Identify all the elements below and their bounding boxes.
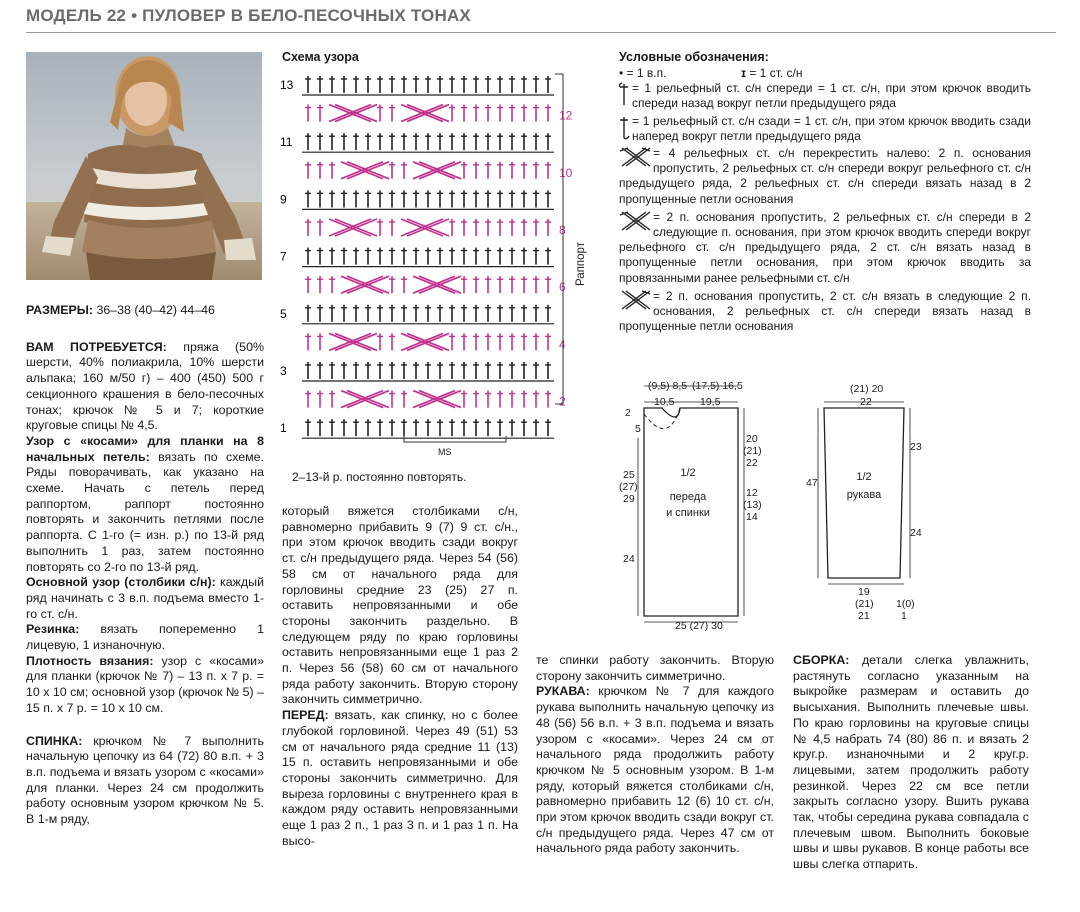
scheme-note: 2–13-й р. постоянно повторять.: [292, 470, 467, 484]
scheme-title: Схема узора: [282, 50, 359, 64]
chart-row-3: [302, 362, 554, 381]
sleeve-bottom-4: 1(0): [896, 598, 915, 610]
body-top-right2: 19,5: [700, 396, 721, 408]
body-left-3: 29: [623, 493, 635, 505]
assembly-label: СБОРКА:: [793, 653, 850, 667]
row-label-1: 1: [280, 421, 287, 436]
body-right-3: 22: [746, 457, 758, 469]
sleeve-right-top: 23: [910, 441, 922, 453]
density-label: Плотность вязания:: [26, 653, 154, 668]
sleeve-bottom-1: 19: [858, 586, 870, 598]
cross4-icon: [619, 146, 651, 172]
sizes-text: 36–38 (40–42) 44–46: [93, 303, 215, 317]
title-divider: [26, 32, 1056, 33]
body-right-4: 12: [746, 487, 758, 499]
row-label-7: 7: [280, 249, 287, 264]
column-left: [26, 303, 264, 828]
braid-pattern-text: вязать по схеме. Ряды поворачивать, как указано на схеме. Начать с петель перед раппортом, раппорт постоянно повторять и закончить петлями после раппорта. С 1-го (= изн. р.) по 13-й ряд выполнить 1 раз, затем постоянно повторять со 2-го по 13-й ряд.: [26, 449, 264, 574]
assembly-text: детали слегка увлажнить, растянуть согласно указанным на выкройке размерам и оставить до высыхания. Выполнить плечевые швы. По краю горловины на круговые спицы № 4,5 набрать 74 (80) 86 п. и вязать 2 круг.р. изнаночными и 2 круг.р. лицевыми, затем продолжить работу резинкой. Через 22 см все петли закрыть согласно узору. Вшить рукава так, чтобы середина рукава совпадала с плечевым швом. Выполнить боковые швы и швы рукавов. В конце работы все швы слегка отпарить.: [793, 653, 1029, 872]
chart-row-8: [305, 219, 551, 236]
sleeve-top-2: 22: [860, 396, 872, 408]
body-neck-5: 5: [635, 423, 641, 435]
row-label-4: 4: [559, 337, 566, 352]
body-left-1: 25: [623, 469, 635, 481]
body-caption-2: переда: [669, 491, 707, 503]
column-third: [536, 653, 774, 857]
legend: [619, 50, 1031, 334]
sleeve-bottom-2: (21): [855, 598, 874, 610]
rib-text: вязать попеременно 1 лицевую, 1 изнаночную.: [26, 622, 264, 653]
legend-title: Условные обозначения:: [619, 50, 769, 64]
body-pattern-diagram: [618, 378, 778, 634]
sleeve-pattern-diagram: [806, 378, 946, 634]
legend-bpdc: = 1 рельефный ст. с/н сзади = 1 ст. с/н, при этом крючок вводить сзади наперед вокруг петли предыдущего ряда: [632, 113, 1031, 143]
body-right-6: 14: [746, 511, 758, 523]
body-right-2: (21): [743, 445, 762, 457]
chart-row-2: [305, 391, 551, 408]
legend-chain: = 1 в.п.: [626, 66, 667, 81]
chain-icon: •: [619, 66, 624, 81]
column-middle: [282, 504, 518, 849]
main-pattern-text: каждый ряд начинать с 3 в.п. подъема вместо 1-го ст. с/н.: [26, 575, 264, 621]
rapport-bracket: [555, 74, 563, 404]
ms-bracket: [404, 436, 506, 442]
rib-label: Резинка:: [26, 622, 80, 637]
chart-row-11: [302, 133, 554, 152]
cross-b-icon: [619, 289, 651, 315]
body-left-24: 24: [623, 553, 635, 565]
row-label-2: 2: [559, 394, 566, 409]
body-left-2: (27): [619, 481, 638, 493]
main-pattern-label: Основной узор (столбики с/н):: [26, 575, 216, 590]
stitch-chart: [276, 66, 606, 470]
materials-text: пряжа (50% шерсти, 40% полиакрила, 10% шерсти альпака; 160 м/50 г) – 400 (450) 500 г секционного крашения в бело-песочных тонах; крючок № 5 и 7; короткие круговые спицы № 4,5.: [26, 339, 264, 433]
body-top-left: (9,5) 8,5: [648, 380, 688, 392]
chart-row-10: [305, 162, 551, 179]
sizes-label: РАЗМЕРЫ:: [26, 303, 93, 317]
legend-dc: = 1 ст. с/н: [749, 66, 803, 81]
back-text: крючком № 7 выполнить начальную цепочку из 64 (72) 80 в.п. + 3 в.п. подъема и вязать узором с «косами» для планки. Через 24 см продолжить работу основным узором крючком № 5. В 1-м ряду,: [26, 733, 264, 827]
sleeve-left: 47: [806, 477, 818, 489]
front-text: вязать, как спинку, но с более глубокой горловиной. Через 49 (51) 53 см от начального ряда средние 11 (13) 15 п. оставить непровязанными и обе стороны закончить симметрично. Для выреза горловины с внутреннего края в каждом ряду оставить непровязанными еще 1 раз 2 п., 1 раз 3 п. и 1 раз 1 п. На высо-: [282, 708, 518, 848]
front-continued-text: те спинки работу закончить. Вторую сторону закончить симметрично.: [536, 653, 774, 683]
sleeve-caption-1: 1/2: [856, 471, 872, 483]
body-top-right: (17,5) 16,5: [692, 380, 743, 392]
bpdc-icon: [619, 114, 630, 144]
chart-row-13: [302, 76, 554, 95]
chart-row-7: [302, 248, 554, 267]
dc-icon: ɪ: [741, 66, 746, 81]
body-caption-3: и спинки: [666, 507, 710, 519]
sleeve-bottom-5: 1: [901, 610, 907, 622]
braid-pattern-label: Узор с «косами» для планки на 8 начальных петель:: [26, 433, 264, 464]
legend-fpdc: = 1 рельефный ст. с/н спереди = 1 ст. с/н, при этом крючок вводить спереди назад вокруг петли предыдущего ряда: [632, 81, 1031, 111]
row-label-8: 8: [559, 223, 566, 237]
legend-cross-a: = 2 п. основания пропустить, 2 рельефных ст. с/н спереди в 2 следующие п. основания, при этом крючок вводить спереди вокруг рельефного ст. с/н предыдущего ряда, 2 ст. с/н вязать назад в пропущенные петли основания, при этом крючок вводить за провязанными ранее рельефными ст. с/н: [619, 209, 1031, 285]
row-label-3: 3: [280, 364, 287, 378]
page-title: МОДЕЛЬ 22 • ПУЛОВЕР В БЕЛО-ПЕСОЧНЫХ ТОНАХ: [26, 6, 471, 25]
chart-row-4: [305, 333, 551, 350]
chart-row-5: [302, 305, 554, 324]
density-text: узор с «косами» для планки (крючок № 7) – 13 п. х 7 р. = 10 х 10 см; основной узор (крючок № 5) – 15 п. х 7 р. = 10 х 10 см.: [26, 653, 264, 715]
row-label-12: 12: [559, 108, 573, 123]
body-bottom: 25 (27) 30: [675, 620, 723, 632]
chart-row-9: [302, 190, 554, 209]
sleeve-top-1: (21) 20: [850, 383, 884, 395]
row-label-5: 5: [280, 306, 287, 321]
row-label-10: 10: [559, 165, 573, 180]
row-label-9: 9: [280, 192, 287, 207]
body-right-1: 20: [746, 433, 758, 445]
materials-label: ВАМ ПОТРЕБУЕТСЯ:: [26, 339, 167, 354]
model-photo: [26, 52, 262, 280]
legend-cross-b: = 2 п. основания пропустить, 2 ст. с/н вязать в следующие 2 п. основания, 2 рельефных ст. с/н спереди вязать назад в пропущенные петли основания: [619, 288, 1031, 334]
back-continued-text: который вяжется столбиками с/н, равномерно прибавить 9 (7) 9 ст. с/н., при этом крючок вводить сзади вокруг ст. с/н предыдущего ряда. Через 54 (56) 58 см от начального ряда для горловины средние 23 (25) 27 п. оставить непровязанными и обе стороны закончить раздельно. В следующем ряду по краю горловины оставить непровязанными еще 1 раз 2 п. Через 56 (58) 60 см от начального ряда работу закончить. Вторую сторону закончить симметрично.: [282, 504, 518, 707]
cross-a-icon: [619, 210, 651, 236]
sleeves-text: крючком № 7 для каждого рукава выполнить начальную цепочку из 48 (56) 56 в.п. + 3 в.п. подъема и вязать узором с «косами». Через 24 см от начального ряда продолжить работу крючком № 5 основным узором. В 1-м ряду, который вяжется столбиками с/н, равномерно прибавить 12 (6) 10 ст. с/н, при этом крючок вводить сзади вокруг ст. с/н предыдущего ряда. Через 47 см от начального ряда работу закончить.: [536, 684, 774, 856]
sleeve-caption-2: рукава: [846, 489, 882, 501]
sleeve-right-bottom: 24: [910, 527, 922, 539]
back-label: СПИНКА:: [26, 733, 83, 748]
legend-cross4: = 4 рельефных ст. с/н перекрестить налево: 2 п. основания пропустить, 2 рельефных ст. с/н спереди вокруг рельефного ст. с/н предыдущего ряда, 2 рельефных ст. с/н спереди вязать назад в 2 пропущенные петли основания: [619, 146, 1031, 206]
row-label-6: 6: [559, 280, 566, 295]
column-right: [793, 653, 1029, 873]
front-label: ПЕРЕД:: [282, 708, 329, 723]
row-label-11: 11: [280, 135, 293, 150]
body-right-5: (13): [743, 499, 762, 511]
body-caption-1: 1/2: [680, 467, 696, 479]
body-neck-2: 2: [625, 407, 631, 419]
chart-row-1: [302, 419, 554, 438]
body-top-left2: 10,5: [654, 396, 675, 408]
chart-row-6: [305, 276, 551, 293]
sleeve-bottom-3: 21: [858, 610, 870, 622]
ms-label: MS: [438, 447, 452, 457]
chart-row-12: [305, 105, 551, 122]
row-label-13: 13: [280, 78, 294, 92]
rapport-label: Раппорт: [574, 242, 587, 286]
sleeves-label: РУКАВА:: [536, 684, 590, 699]
fpdc-icon: [619, 81, 630, 111]
